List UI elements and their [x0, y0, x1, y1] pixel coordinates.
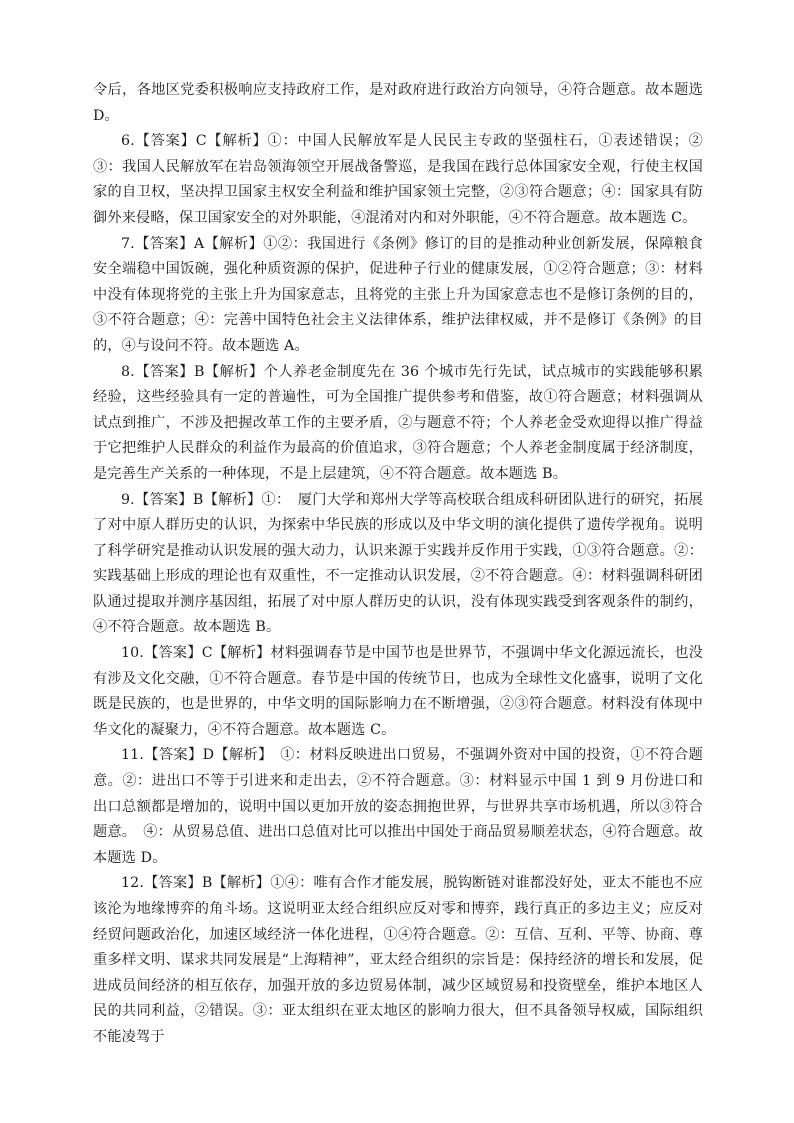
paragraph-q8-answer: 8.【答案】B【解析】个人养老金制度先在 36 个城市先行先试，试点城市的实践能够积累经验，这些经验具有一定的普遍性，可为全国推广提供参考和借鉴，故①符合题意；材料强调从试点到推广，不涉及把握改革工作的主要矛盾，②与题意不符；个人养老金受欢迎得以推广得益于它把维护人民群众的利益作为最高的价值追求，③符合题意；个人养老金制度属于经济制度，是完善生产关系的一种体现，不是上层建筑，④不符合题意。故本题选 B。 [93, 363, 703, 482]
paragraph-q11-answer: 11.【答案】D【解析】 ①：材料反映进出口贸易，不强调外资对中国的投资，①不符合题意。②：进出口不等于引进来和走出去，②不符合题意。③：材料显示中国 1 到 9 月份进口和出口总额都是增加的，说明中国以更加开放的姿态拥抱世界，与世界共享市场机遇，所以③符合题意。 ④：从贸易总值、进出口总值对比可以推出中国处于商品贸易顺差状态，④符合题意。故本题选 D。 [93, 747, 703, 866]
paragraph-q12-answer: 12.【答案】B【解析】①④：唯有合作才能发展，脱钩断链对谁都没好处，亚太不能也不应该沦为地缘博弈的角斗场。这说明亚太经合组织应反对零和博弈，践行真正的多边主义；应反对经贸问题政治化，加速区域经济一体化进程，①④符合题意。②：互信、互利、平等、协商、尊重多样文明、谋求共同发展是“上海精神”，亚太经合组织的宗旨是：保持经济的增长和发展，促进成员间经济的相互依存，加强开放的多边贸易体制，减少区域贸易和投资壁垒，维护本地区人民的共同利益，②错误。③：亚太组织在亚太地区的影响力很大，但不具备领导权威，国际组织不能凌驾于 [93, 875, 703, 1045]
answer-explanations [93, 78, 703, 1051]
paragraph-q7-answer: 7.【答案】A【解析】①②：我国进行《条例》修订的目的是推动种业创新发展，保障粮食安全端稳中国饭碗，强化种质资源的保护，促进种子行业的健康发展，①②符合题意；③：材料中没有体现将党的主张上升为国家意志，且将党的主张上升为国家意志也不是修订条例的目的，③不符合题意；④：完善中国特色社会主义法律体系，维护法律权威，并不是修订《条例》的目的，④与设问不符。故本题选 A。 [93, 235, 703, 354]
paragraph-q5-continuation: 令后，各地区党委积极响应支持政府工作，是对政府进行政治方向领导，④符合题意。故本题选 D。 [93, 82, 703, 124]
paragraph-q9-answer: 9.【答案】B【解析】①： 厦门大学和郑州大学等高校联合组成科研团队进行的研究，拓展了对中原人群历史的认识，为探索中华民族的形成以及中华文明的演化提供了遗传学视角。说明了科学研究是推动认识发展的强大动力，认识来源于实践并反作用于实践，①③符合题意。②：实践基础上形成的理论也有双重性，不一定推动认识发展，②不符合题意。④：材料强调科研团队通过提取并测序基因组，拓展了对中原人群历史的认识，没有体现实践受到客观条件的制约，④不符合题意。故本题选 B。 [93, 491, 703, 636]
paragraph-q10-answer: 10.【答案】C【解析】材料强调春节是中国节也是世界节，不强调中华文化源远流长，也没有涉及文化交融，①不符合题意。春节是中国的传统节日，也成为全球性文化盛事，说明了文化既是民族的，也是世界的，中华文明的国际影响力在不断增强，②③符合题意。材料没有体现中华文化的凝聚力，④不符合题意。故本题选 C。 [93, 645, 703, 738]
paragraph-q6-answer: 6.【答案】C【解析】①：中国人民解放军是人民民主专政的坚强柱石，①表述错误；②③：我国人民解放军在岩岛领海领空开展战备警巡，是我国在践行总体国家安全观，行使主权国家的自卫权，坚决捍卫国家主权安全利益和维护国家领土完整，②③符合题意；④：国家具有防御外来侵略，保卫国家安全的对外职能，④混淆对内和对外职能，④不符合题意。故本题选 C。 [93, 133, 703, 226]
